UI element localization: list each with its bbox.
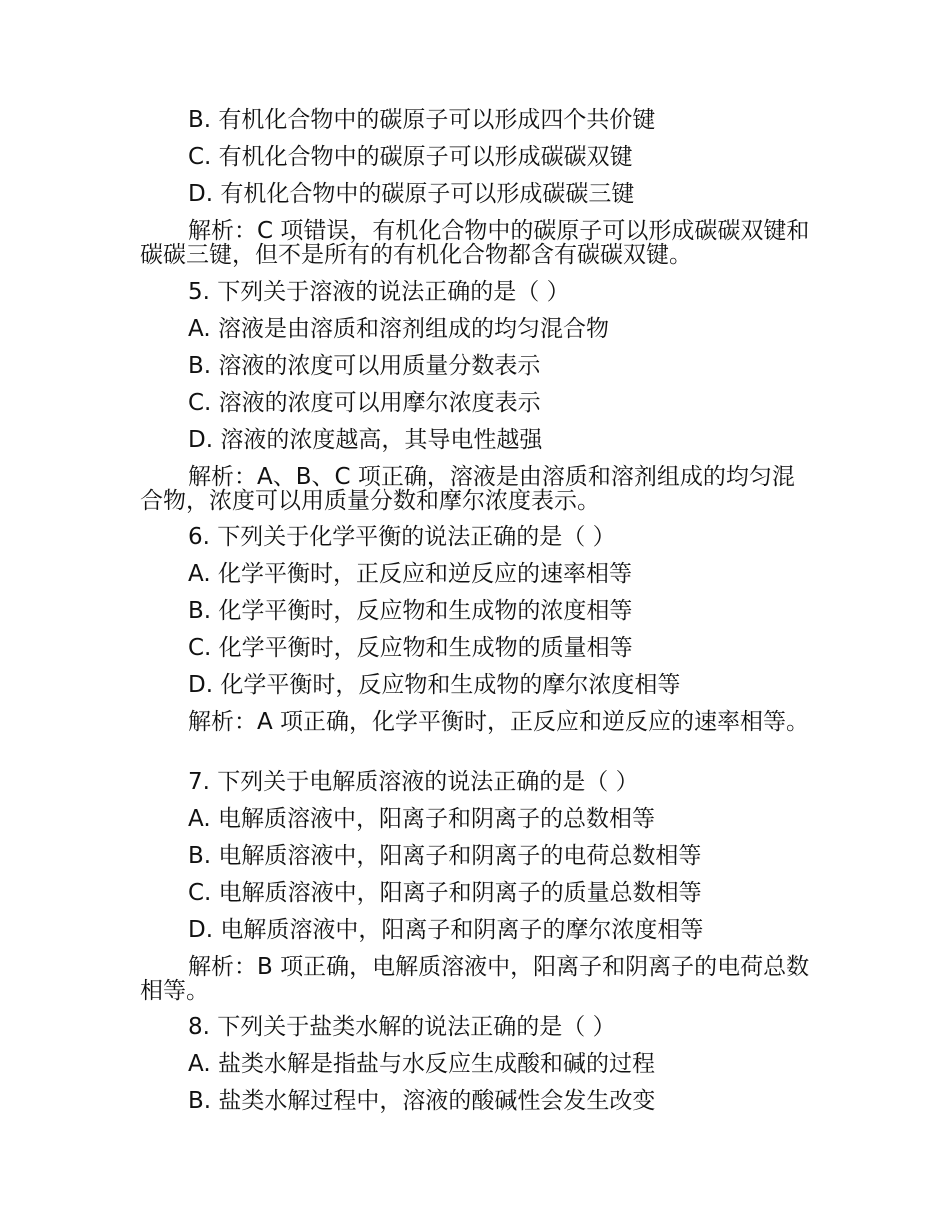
option-6b: B. 化学平衡时，反应物和生成物的浓度相等 [188, 598, 633, 624]
explanation-4: 解析：C 项错误，有机化合物中的碳原子可以形成碳碳双键和碳碳三键，但不是所有的有机化合物都含有碳碳双键。 [140, 218, 810, 268]
option-7c: C. 电解质溶液中，阳离子和阴离子的质量总数相等 [188, 880, 702, 906]
option-8a: A. 盐类水解是指盐与水反应生成酸和碱的过程 [188, 1051, 655, 1077]
option-7b: B. 电解质溶液中，阳离子和阴离子的电荷总数相等 [188, 843, 702, 869]
explanation-7: 解析：B 项正确，电解质溶液中，阳离子和阴离子的电荷总数相等。 [140, 954, 810, 1004]
option-6c: C. 化学平衡时，反应物和生成物的质量相等 [188, 635, 633, 661]
question-5: 5. 下列关于溶液的说法正确的是（ ） [188, 279, 570, 305]
option-4c: C. 有机化合物中的碳原子可以形成碳碳双键 [188, 144, 633, 170]
option-7a: A. 电解质溶液中，阳离子和阴离子的总数相等 [188, 806, 655, 832]
option-5d: D. 溶液的浓度越高，其导电性越强 [188, 427, 543, 453]
option-6a: A. 化学平衡时，正反应和逆反应的速率相等 [188, 561, 632, 587]
option-4d: D. 有机化合物中的碳原子可以形成碳碳三键 [188, 181, 635, 207]
question-6: 6. 下列关于化学平衡的说法正确的是（ ） [188, 524, 616, 550]
option-6d: D. 化学平衡时，反应物和生成物的摩尔浓度相等 [188, 672, 681, 698]
question-7: 7. 下列关于电解质溶液的说法正确的是（ ） [188, 769, 639, 795]
option-8b: B. 盐类水解过程中，溶液的酸碱性会发生改变 [188, 1088, 656, 1114]
question-8: 8. 下列关于盐类水解的说法正确的是（ ） [188, 1014, 616, 1040]
option-5b: B. 溶液的浓度可以用质量分数表示 [188, 353, 541, 379]
option-7d: D. 电解质溶液中，阳离子和阴离子的摩尔浓度相等 [188, 917, 704, 943]
option-5c: C. 溶液的浓度可以用摩尔浓度表示 [188, 390, 541, 416]
option-5a: A. 溶液是由溶质和溶剂组成的均匀混合物 [188, 316, 609, 342]
option-4b: B. 有机化合物中的碳原子可以形成四个共价键 [188, 107, 656, 133]
explanation-6: 解析：A 项正确，化学平衡时，正反应和逆反应的速率相等。 [188, 709, 810, 735]
explanation-5: 解析：A、B、C 项正确，溶液是由溶质和溶剂组成的均匀混合物，浓度可以用质量分数和摩尔浓度表示。 [140, 464, 795, 514]
